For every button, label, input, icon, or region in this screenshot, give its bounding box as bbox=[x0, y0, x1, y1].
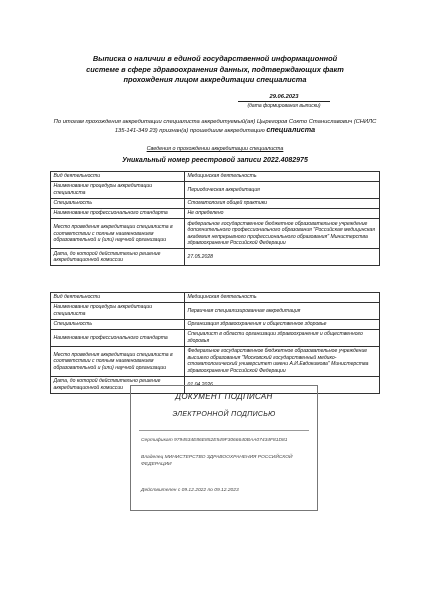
document-title bbox=[60, 54, 370, 86]
row-label: Наименование процедуры аккредитации специалиста bbox=[51, 182, 185, 199]
row-value: 27.05.2028 bbox=[185, 249, 380, 266]
row-label: Наименование профессионального стандарта bbox=[51, 330, 185, 347]
row-label: Дата, до которой действительно решение аккредитационной комиссии bbox=[51, 249, 185, 266]
section-subtitle: Сведения о прохождении аккредитации специалиста bbox=[146, 146, 284, 152]
stamp-owner: Владелец МИНИСТЕРСТВО ЗДРАВООХРАНЕНИЯ РОССИЙСКОЙ ФЕДЕРАЦИИ bbox=[141, 455, 293, 467]
intro-line-2-text: 135-141-349 23) признан(а) прошедшим аккредитацию bbox=[114, 128, 265, 135]
row-value: Периодическая аккредитация bbox=[185, 182, 380, 199]
table-row bbox=[51, 319, 380, 329]
table-row bbox=[51, 303, 380, 320]
table-row bbox=[51, 219, 380, 249]
table-row bbox=[51, 249, 380, 266]
title-line: Выписка о наличии в единой государственной информационной bbox=[92, 54, 338, 63]
row-label: Наименование процедуры аккредитации специалиста bbox=[51, 303, 185, 320]
stamp-validity: Действителен с 09.12.2022 по 09.12.2023 bbox=[141, 488, 239, 493]
formation-date-caption: (дата формирования выписки) bbox=[247, 103, 321, 109]
title-line: системе в сфере здравоохранения данных, подтверждающих факт bbox=[86, 64, 344, 74]
row-label: Место проведения аккредитации специалиста в соответствии с полным наименованием образовательной и (или) научной организации bbox=[51, 219, 185, 249]
table-row bbox=[51, 198, 380, 208]
intro-paragraph bbox=[52, 118, 378, 136]
formation-date-block bbox=[238, 94, 330, 109]
row-label: Вид деятельности bbox=[51, 172, 185, 182]
row-value: Не определено bbox=[185, 209, 380, 219]
row-value: Стоматология общей практики bbox=[185, 198, 380, 208]
table-row bbox=[51, 293, 380, 303]
accreditation-table-2 bbox=[50, 292, 380, 394]
row-value: Специалист в области организации здравоохранения и общественного здоровья bbox=[185, 330, 380, 347]
registry-number: Уникальный номер реестровой записи 2022.4082975 bbox=[122, 157, 308, 164]
row-value: Медицинская деятельность bbox=[185, 293, 380, 303]
row-value: Медицинская деятельность bbox=[185, 172, 380, 182]
accreditation-table-1 bbox=[50, 171, 380, 266]
row-value: 01.04.2026 bbox=[185, 376, 380, 393]
row-label: Место проведения аккредитации специалиста в соответствии с полным наименованием образовательной и (или) научной организации bbox=[51, 346, 185, 376]
title-line: прохождения лицом аккредитации специалиста bbox=[123, 75, 307, 84]
intro-line-2 bbox=[52, 126, 378, 135]
row-label: Вид деятельности bbox=[51, 293, 185, 303]
row-value: Организация здравоохранения и общественное здоровье bbox=[185, 319, 380, 329]
intro-line-1: По итогам прохождения аккредитации специалиста аккредитуемый(ая) Цырегоров Сокто Станиславович (СНИЛС bbox=[53, 119, 377, 125]
table-row bbox=[51, 330, 380, 347]
electronic-signature-stamp bbox=[130, 385, 318, 511]
row-value: федеральное государственное бюджетное образовательное учреждение дополнительного профессионального образования "Российская медицинская академия непрерывного профессионального образования" Министерства здравоохранения Российской Федерации bbox=[185, 219, 380, 249]
table-row bbox=[51, 172, 380, 182]
stamp-divider bbox=[139, 430, 309, 431]
stamp-heading: ДОКУМЕНТ ПОДПИСАН bbox=[175, 392, 273, 401]
row-value: Первичная специализированная аккредитация bbox=[185, 303, 380, 320]
stamp-certificate: Сертификат 9794534E86E852E549F3066640BAA07434F81D81 bbox=[141, 438, 288, 443]
intro-line-2-emphasis: специалиста bbox=[266, 125, 316, 135]
row-value: Федеральное государственное бюджетное образовательное учреждение высшего образования "Московский государственный медико-стоматологический университет имени А.И.Евдокимова" Министерства здравоохранения Российской Федерации bbox=[185, 346, 380, 376]
formation-date: 29.06.2023 bbox=[238, 94, 330, 102]
row-label: Дата, до которой действительно решение аккредитационной комиссии bbox=[51, 376, 185, 393]
table-row bbox=[51, 209, 380, 219]
row-label: Наименование профессионального стандарта bbox=[51, 209, 185, 219]
row-label: Специальность bbox=[51, 198, 185, 208]
row-label: Специальность bbox=[51, 319, 185, 329]
table-row bbox=[51, 346, 380, 376]
stamp-subheading: ЭЛЕКТРОННОЙ ПОДПИСЬЮ bbox=[172, 411, 276, 418]
table-row bbox=[51, 182, 380, 199]
